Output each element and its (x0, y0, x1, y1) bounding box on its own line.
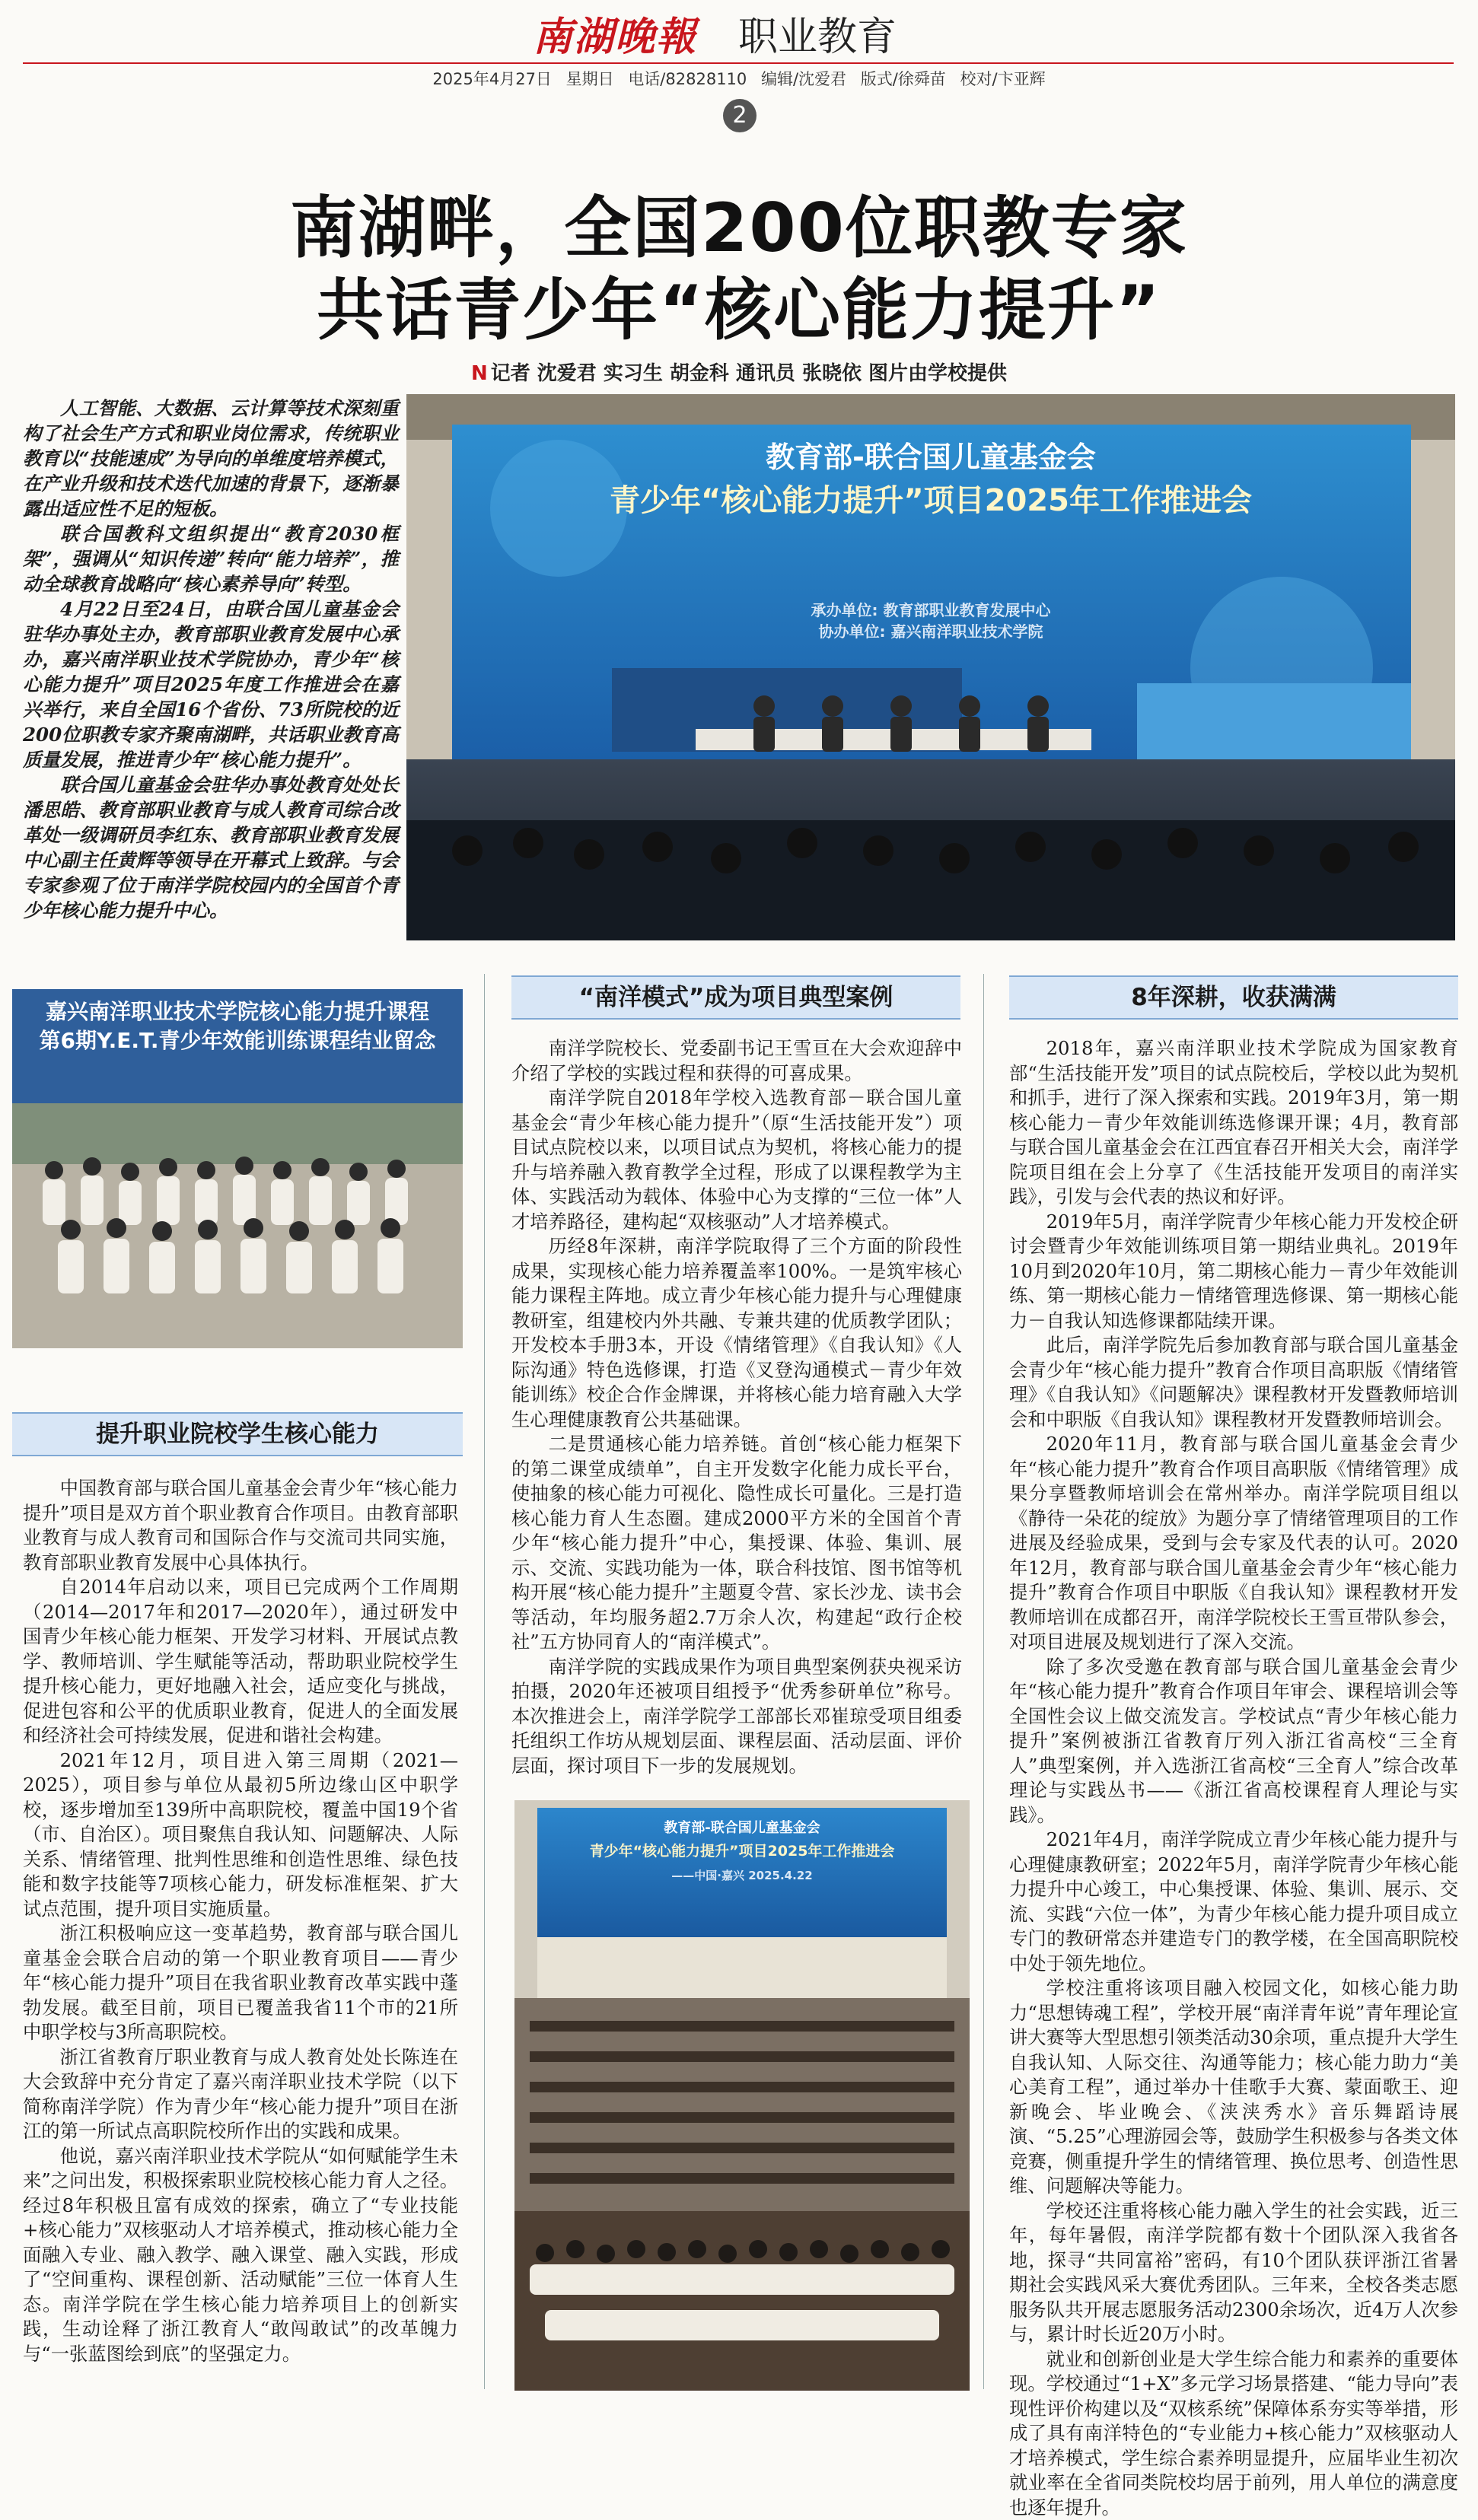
body-paragraph: 2018年，嘉兴南洋职业技术学院成为国家教育部“生活技能开发”项目的试点院校后，学校以此为契机和抓手，进行了深入探索和实践。2019年3月，第一期核心能力－青少年效能训练选修课开课；4月，教育部与联合国儿童基金会在江西宜春召开相关大会，南洋学院项目组在会上分享了《生活技能开发项目的南洋实践》，引发与会代表的热议和好评。 (1009, 1036, 1458, 1210)
dateline-editor: 编辑/沈爱君 (761, 70, 846, 88)
body-paragraph: 他说，嘉兴南洋职业技术学院从“如何赋能学生未来”之问出发，积极探索职业院校核心能力育人之径。经过8年积极且富有成效的探索，确立了“专业技能+核心能力”双核驱动人才培养模式，推动核心能力全面融入专业、融入教学、融入课堂、融入实践，形成了“空间重构、课程创新、活动赋能”三位一体育人生态。南洋学院在学生核心能力培养项目上的创新实践，生动诠释了浙江教育人“敢闯敢试”的改革魄力与“一张蓝图绘到底”的坚强定力。 (23, 2144, 458, 2367)
page-number: 2 (723, 99, 757, 132)
stage-banner-coorganizer: 协办单位: 嘉兴南洋职业技术学院 (406, 619, 1455, 641)
body-paragraph: 学校注重将该项目融入校园文化，如核心能力助力“思想铸魂工程”，学校开展“南洋青年说”青年理论宣讲大赛等大型思想引领类活动30余项，重点提升大学生自我认知、人际交往、沟通等能力；核心能力助力“美心美育工程”，通过举办十佳歌手大赛、蒙面歌王、迎新晚会、毕业晚会、《浃浃秀水》音乐舞蹈诗展演、“5.25”心理游园会等，鼓励学生积极参与各类文体竞赛，侧重提升学生的情绪管理、换位思考、创造性思维、问题解决等能力。 (1009, 1976, 1458, 2199)
dateline (0, 67, 1478, 90)
section-heading-nanyang-model: “南洋模式”成为项目典型案例 (511, 975, 960, 1020)
lead-paragraph: 联合国教科文组织提出“教育2030框架”，强调从“知识传递”转向“能力培养”，推动全球教育战略向“核心素养导向”转型。 (23, 521, 399, 597)
hall-banner-line3: ——中国·嘉兴 2025.4.22 (514, 1867, 970, 1883)
byline (0, 358, 1478, 386)
body-paragraph: 南洋学院的实践成果作为项目典型案例获央视采访拍摄，2020年还被项目组授予“优秀参研单位”称号。本次推进会上，南洋学院学工部部长邓崔琼受项目组委托组织工作坊从规划层面、课程层面、活动层面、评价层面，探讨项目下一步的发展规划。 (511, 1655, 962, 1779)
body-paragraph: 就业和创新创业是大学生综合能力和素养的重要体现。学校通过“1+X”多元学习场景搭建、“能力导向”表现性评价构建以及“双核系统”保障体系夯实等举措，形成了具有南洋特色的“专业能力+核心能力”双核驱动人才培养模式，学生综合素养明显提升，应届毕业生初次就业率在全省同类院校均居于前列，用人单位的满意度也逐年提升。 (1009, 2347, 1458, 2520)
dateline-layout: 版式/徐舜苗 (861, 70, 946, 88)
hall-banner-line2: 青少年“核心能力提升”项目2025年工作推进会 (514, 1840, 970, 1860)
column-divider (484, 974, 485, 2389)
headline-line2: 共话青少年“核心能力提升” (0, 257, 1478, 353)
lead-paragraph: 人工智能、大数据、云计算等技术深刻重构了社会生产方式和职业岗位需求，传统职业教育以“技能速成”为导向的单维度培养模式，在产业升级和技术迭代加速的背景下，逐渐暴露出适应性不足的短板。 (23, 396, 399, 521)
section-heading-8-years: 8年深耕，收获满满 (1009, 975, 1458, 1020)
body-paragraph: 南洋学院自2018年学校入选教育部－联合国儿童基金会“青少年核心能力提升”（原“生活技能开发”）项目试点院校以来，以项目试点为契机，将核心能力的提升与培养融入教育教学全过程，形成了以课程教学为主体、实践活动为载体、体验中心为支撑的“三位一体”人才培养路径，建构起“双核驱动”人才培养模式。 (511, 1086, 962, 1234)
body-paragraph: 浙江积极响应这一变革趋势，教育部与联合国儿童基金会联合启动的第一个职业教育项目——青少年“核心能力提升”项目在我省职业教育改革实践中蓬勃发展。截至目前，项目已覆盖我省11个市的21所中职学校与3所高职院校。 (23, 1921, 458, 2045)
stage-banner-line1: 教育部-联合国儿童基金会 (406, 434, 1455, 476)
body-paragraph: 二是贯通核心能力培养链。首创“核心能力框架下的第二课堂成绩单”，自主开发数字化能力成长平台，使抽象的核心能力可视化、隐性成长可量化。三是打造核心能力育人生态圈。建成2000平方米的全国首个青少年“核心能力提升”中心，集授课、体验、集训、展示、交流、实践功能为一体，联合科技馆、图书馆等机构开展“核心能力提升”主题夏令营、家长沙龙、读书会等活动，年均服务超2.7万余人次，构建起“政行企校社”五方协同育人的“南洋模式”。 (511, 1432, 962, 1655)
stage-banner-host: 承办单位: 教育部职业教育发展中心 (406, 598, 1455, 620)
body-paragraph: 2020年11月，教育部与联合国儿童基金会青少年“核心能力提升”教育合作项目高职版《情绪管理》成果分享暨教师培训会在常州举办。南洋学院项目组以《静待一朵花的绽放》为题分享了情绪管理项目的工作进展及经验成果，受到与会专家及代表的认可。2020年12月，教育部与联合国儿童基金会青少年“核心能力提升”教育合作项目中职版《自我认知》课程教材开发教师培训在成都召开，南洋学院校长王雪亘带队参会，对项目进展及规划进行了深入交流。 (1009, 1432, 1458, 1655)
body-paragraph: 2021年12月，项目进入第三周期（2021—2025），项目参与单位从最初5所边缘山区中职学校，逐步增加至139所中高职院校，覆盖中国19个省（市、自治区）。项目聚焦自我认知、问题解决、人际关系、情绪管理、批判性思维和创造性思维、绿色技能和数字技能等7项核心能力，研发标准框架、扩大试点范围，提升项目实施质量。 (23, 1748, 458, 1922)
body-paragraph: 2019年5月，南洋学院青少年核心能力开发校企研讨会暨青少年效能训练项目第一期结业典礼。2019年10月到2020年10月，第二期核心能力－青少年效能训练、第一期核心能力－情绪管理选修课、第一期核心能力－自我认知选修课都陆续开课。 (1009, 1210, 1458, 1334)
lead-text (23, 396, 399, 923)
stage-banner-line2: 青少年“核心能力提升”项目2025年工作推进会 (406, 476, 1455, 520)
dateline-phone: 电话/82828110 (628, 70, 747, 88)
body-paragraph: 自2014年启动以来，项目已完成两个工作周期（2014—2017年和2017—2020年），通过研发中国青少年核心能力框架、开发学习材料、开展试点教学、教师培训、学生赋能等活动，帮助职业院校学生提升核心能力，更好地融入社会，适应变化与挑战，促进包容和公平的优质职业教育，促进人的全面发展和经济社会可持续发展，促进和谐社会构建。 (23, 1575, 458, 1748)
body-paragraph: 历经8年深耕，南洋学院取得了三个方面的阶段性成果，实现核心能力培养覆盖率100%。一是筑牢核心能力课程主阵地。成立青少年核心能力提升与心理健康教研室，组建校内外共融、专兼共建的优质教学团队；开发校本手册3本，开设《情绪管理》《自我认知》《人际沟通》特色选修课，打造《叉登沟通模式－青少年效能训练》校企合作金牌课，并将核心能力培育融入大学生心理健康教育公共基础课。 (511, 1234, 962, 1432)
section-name: 职业教育 (738, 5, 897, 62)
graduation-group-photo (12, 989, 463, 1348)
lead-paragraph: 4月22日至24日，由联合国儿童基金会驻华办事处主办，教育部职业教育发展中心承办，嘉兴南洋职业技术学院协办，青少年“核心能力提升”项目2025年度工作推进会在嘉兴举行，来自全国16个省份、73所院校的近200位职教专家齐聚南湖畔，共话职业教育高质量发展，推进青少年“核心能力提升”。 (23, 597, 399, 772)
body-paragraph: 学校还注重将核心能力融入学生的社会实践，近三年，每年暑假，南洋学院都有数十个团队深入我省各地，探寻“共同富裕”密码，有10个团队获评浙江省暑期社会实践风采大赛优秀团队。三年来，全校各类志愿服务队共开展志愿服务活动2300余场次，近4万人次参与，累计时长近20万小时。 (1009, 2199, 1458, 2347)
group-banner-line2: 第6期Y.E.T.青少年效能训练课程结业留念 (12, 1024, 463, 1055)
column-1-text (23, 1476, 458, 2366)
body-paragraph: 此后，南洋学院先后参加教育部与联合国儿童基金会青少年“核心能力提升”教育合作项目高职版《情绪管理》《自我认知》《问题解决》课程教材开发暨教师培训会和中职版《自我认知》课程教材开发暨教师培训会。 (1009, 1333, 1458, 1432)
lead-paragraph: 联合国儿童基金会驻华办事处教育处处长潘思皓、教育部职业教育与成人教育司综合改革处一级调研员李红东、教育部职业教育发展中心副主任黄辉等领导在开幕式上致辞。与会专家参观了位于南洋学院校园内的全国首个青少年核心能力提升中心。 (23, 772, 399, 923)
dateline-proofreader: 校对/卞亚辉 (960, 70, 1046, 88)
group-banner-line1: 嘉兴南洋职业技术学院核心能力提升课程 (12, 995, 463, 1026)
section-heading-core-ability: 提升职业院校学生核心能力 (12, 1412, 463, 1456)
column-divider (983, 974, 984, 2389)
hall-banner-line1: 教育部-联合国儿童基金会 (514, 1817, 970, 1837)
body-paragraph: 除了多次受邀在教育部与联合国儿童基金会青少年“核心能力提升”教育合作项目年审会、课程培训会等全国性会议上做交流发言。学校试点“青少年核心能力提升”案例被浙江省教育厅列入浙江省高校“三全育人”典型案例，并入选浙江省高校“三全育人”综合改革理论与实践丛书——《浙江省高校课程育人理论与实践》。 (1009, 1655, 1458, 1828)
body-paragraph: 中国教育部与联合国儿童基金会青少年“核心能力提升”项目是双方首个职业教育合作项目。由教育部职业教育与成人教育司和国际合作与交流司共同实施，教育部职业教育发展中心具体执行。 (23, 1476, 458, 1575)
body-paragraph: 2021年4月，南洋学院成立青少年核心能力提升与心理健康教研室；2022年5月，南洋学院青少年核心能力提升中心竣工，中心集授课、体验、集训、展示、交流、实践“六位一体”，为青少年核心能力提升项目成立专门的教研常态并建造专门的教学楼，在全国高职院校中处于领先地位。 (1009, 1828, 1458, 1976)
masthead-rule (23, 62, 1454, 64)
headline-line1: 南湖畔，全国200位职教专家 (0, 175, 1478, 271)
byline-mark: N (471, 362, 488, 385)
body-paragraph: 浙江省教育厅职业教育与成人教育处处长陈连在大会致辞中充分肯定了嘉兴南洋职业技术学院（以下简称南洋学院）作为青少年“核心能力提升”项目在浙江的第一所试点高职院校所作出的实践和成果。 (23, 2045, 458, 2144)
conference-hall-photo (514, 1800, 970, 2391)
byline-text: 记者 沈爱君 实习生 胡金科 通讯员 张晓依 图片由学校提供 (491, 362, 1007, 385)
newspaper-name: 南湖晚報 (533, 5, 697, 62)
masthead (0, 0, 1478, 64)
dateline-weekday: 星期日 (566, 70, 614, 88)
conference-stage-photo (406, 394, 1455, 940)
column-3-text (1009, 1036, 1458, 2520)
body-paragraph: 南洋学院校长、党委副书记王雪亘在大会欢迎辞中介绍了学校的实践过程和获得的可喜成果。 (511, 1036, 962, 1086)
dateline-date: 2025年4月27日 (432, 70, 552, 88)
column-2-text (511, 1036, 962, 1778)
